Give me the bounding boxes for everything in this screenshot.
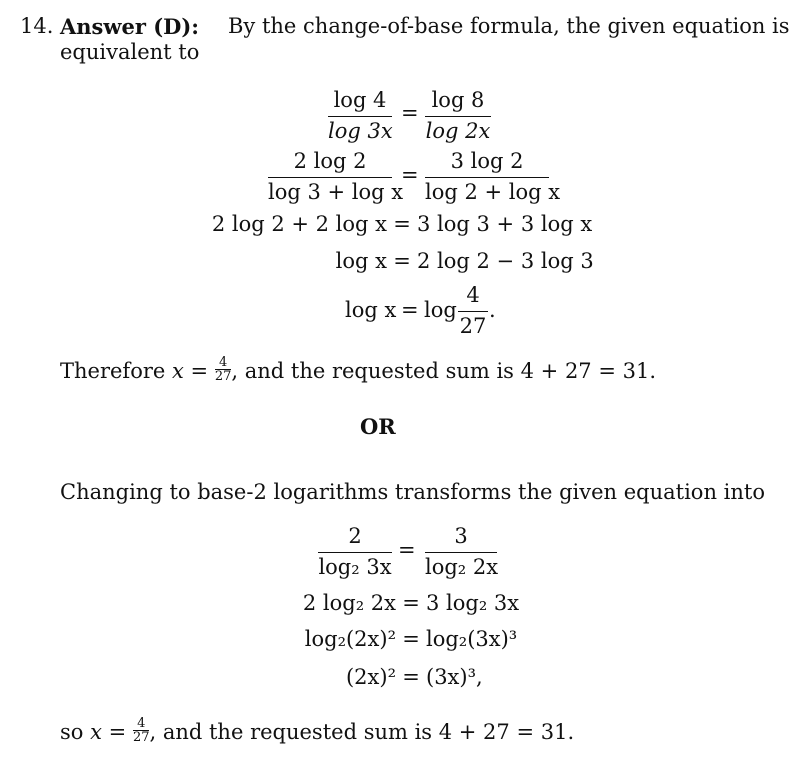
- m1-frac-right-1: log 8 log 2x: [425, 88, 491, 143]
- m1-eq-2: =: [401, 163, 419, 187]
- m1-line-5-eq: =: [401, 298, 419, 322]
- m2-frac-left: 2 log₂ 3x: [318, 524, 392, 579]
- m2-frac-right: 3 log₂ 2x: [425, 524, 499, 579]
- intro-line-1: By the change-of-base formula, the given equation is: [228, 14, 790, 38]
- m1-line-5-period: .: [489, 298, 496, 322]
- m1-conclusion-frac: $\frac{4}{27}$: [214, 355, 232, 384]
- m1-frac-right-2: 3 log 2 log 2 + log x: [425, 149, 561, 204]
- problem-number: 14.: [20, 14, 54, 38]
- m2-conclusion: so x = $\frac{4}{27}$ , and the requested sum is 4 + 27 = 31.: [60, 716, 575, 745]
- intro-line-2: equivalent to: [60, 40, 200, 64]
- m1-line-5-log: log: [424, 298, 457, 322]
- m2-intro: Changing to base-2 logarithms transforms the given equation into: [60, 480, 765, 504]
- answer-label: Answer (D):: [60, 14, 200, 39]
- m2-conclusion-frac: $\frac{4}{27}$: [132, 716, 150, 745]
- m1-conclusion: Therefore x = $\frac{4}{27}$ , and the requested sum is 4 + 27 = 31.: [60, 355, 657, 384]
- m1-frac-left-1: log 4 log 3x: [328, 88, 393, 143]
- or-separator: OR: [360, 414, 396, 439]
- m1-line-5-lhs: log x: [345, 298, 397, 322]
- m1-eq-1: =: [401, 101, 419, 125]
- m2-eq-1: =: [398, 538, 416, 562]
- m1-frac-left-2: 2 log 2 log 3 + log x: [268, 149, 404, 204]
- m1-line-5-frac: 4 27: [459, 283, 487, 338]
